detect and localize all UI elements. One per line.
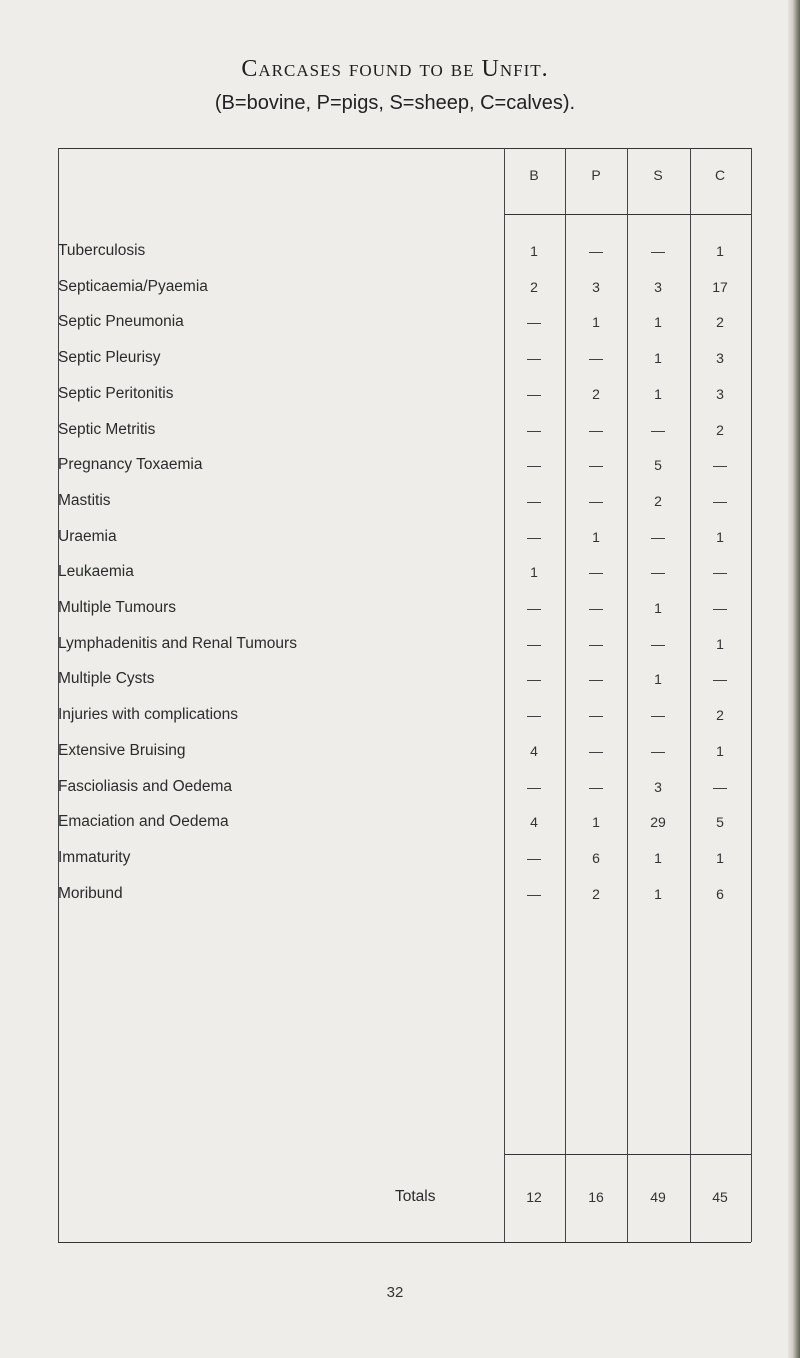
table-cell: 3 bbox=[654, 279, 662, 295]
col-c-left-rule bbox=[690, 148, 691, 1242]
row-label: Septic Pneumonia bbox=[58, 313, 184, 330]
table-cell: 6 bbox=[592, 850, 600, 866]
table-top-rule bbox=[58, 148, 751, 149]
totals-p: 16 bbox=[588, 1189, 604, 1205]
table-cell: 17 bbox=[712, 279, 728, 295]
column-header-p: P bbox=[591, 167, 601, 183]
table-cell: 1 bbox=[530, 564, 538, 580]
table-cell: — bbox=[527, 636, 541, 652]
table-cell: 1 bbox=[716, 243, 724, 259]
column-header-c: C bbox=[714, 167, 726, 183]
totals-label: Totals bbox=[395, 1188, 436, 1205]
table-cell: — bbox=[527, 850, 541, 866]
row-label: Fascioliasis and Oedema bbox=[58, 778, 233, 795]
table-cell: — bbox=[589, 707, 603, 723]
table-cell: — bbox=[589, 564, 603, 580]
row-label: Leukaemia bbox=[58, 563, 134, 580]
table-cell: — bbox=[589, 743, 603, 759]
table-cell: 3 bbox=[716, 350, 724, 366]
table-cell: 2 bbox=[716, 314, 724, 330]
table-cell: — bbox=[589, 600, 603, 616]
table-bottom-rule bbox=[58, 1242, 751, 1243]
row-label: Immaturity bbox=[58, 849, 131, 866]
page-edge-shadow bbox=[788, 0, 800, 1358]
table-cell: — bbox=[651, 707, 665, 723]
table-cell: — bbox=[527, 493, 541, 509]
row-label: Multiple Tumours bbox=[58, 599, 177, 616]
row-label: Emaciation and Oedema bbox=[58, 813, 229, 830]
table-cell: — bbox=[651, 422, 665, 438]
page-number: 32 bbox=[386, 1284, 404, 1301]
table-cell: 1 bbox=[654, 886, 662, 902]
table-cell: — bbox=[713, 564, 727, 580]
row-label: Moribund bbox=[58, 885, 123, 902]
table-cell: 4 bbox=[530, 814, 538, 830]
column-header-b: B bbox=[529, 167, 539, 183]
table-cell: 1 bbox=[716, 529, 724, 545]
table-cell: — bbox=[589, 671, 603, 687]
table-cell: — bbox=[527, 422, 541, 438]
table-cell: — bbox=[713, 493, 727, 509]
row-label: Lymphadenitis and Renal Tumours bbox=[58, 635, 297, 652]
row-label: Septic Pleurisy bbox=[58, 349, 161, 366]
table-cell: 1 bbox=[654, 850, 662, 866]
row-label: Septic Metritis bbox=[58, 421, 156, 438]
table-cell: 5 bbox=[654, 457, 662, 473]
table-cell: — bbox=[651, 636, 665, 652]
table-cell: 2 bbox=[530, 279, 538, 295]
row-label: Septicaemia/Pyaemia bbox=[58, 278, 208, 295]
table-cell: — bbox=[713, 600, 727, 616]
table-cell: — bbox=[713, 671, 727, 687]
table-cell: 1 bbox=[592, 314, 600, 330]
row-label: Mastitis bbox=[58, 492, 111, 509]
table-cell: — bbox=[713, 779, 727, 795]
table-cell: — bbox=[527, 600, 541, 616]
table-cell: 3 bbox=[716, 386, 724, 402]
row-label: Multiple Cysts bbox=[58, 670, 155, 687]
table-cell: — bbox=[651, 243, 665, 259]
table-cell: 2 bbox=[716, 422, 724, 438]
table-cell: — bbox=[589, 457, 603, 473]
totals-c: 45 bbox=[712, 1189, 728, 1205]
table-cell: 1 bbox=[654, 386, 662, 402]
table-cell: 5 bbox=[716, 814, 724, 830]
table-cell: — bbox=[527, 350, 541, 366]
table-cell: 1 bbox=[530, 243, 538, 259]
table-cell: — bbox=[589, 779, 603, 795]
table-cell: 1 bbox=[592, 814, 600, 830]
column-header-s: S bbox=[653, 167, 663, 183]
table-cell: — bbox=[527, 886, 541, 902]
table-cell: — bbox=[589, 350, 603, 366]
col-p-left-rule bbox=[565, 148, 566, 1242]
table-cell: — bbox=[589, 636, 603, 652]
table-cell: 2 bbox=[592, 386, 600, 402]
table-cell: — bbox=[713, 457, 727, 473]
table-cell: — bbox=[527, 779, 541, 795]
table-cell: — bbox=[527, 386, 541, 402]
table-cell: 1 bbox=[654, 350, 662, 366]
totals-s: 49 bbox=[650, 1189, 666, 1205]
page-title: Carcases found to be Unfit. bbox=[241, 56, 549, 82]
row-label: Pregnancy Toxaemia bbox=[58, 456, 203, 473]
table-cell: 1 bbox=[654, 314, 662, 330]
table-cell: 1 bbox=[654, 600, 662, 616]
table-cell: 6 bbox=[716, 886, 724, 902]
table-cell: — bbox=[527, 671, 541, 687]
table-cell: — bbox=[527, 314, 541, 330]
row-label: Extensive Bruising bbox=[58, 742, 186, 759]
totals-b: 12 bbox=[526, 1189, 542, 1205]
col-b-left-rule bbox=[504, 148, 505, 1242]
table-cell: 1 bbox=[654, 671, 662, 687]
table-cell: — bbox=[589, 493, 603, 509]
table-cell: — bbox=[527, 457, 541, 473]
table-cell: — bbox=[651, 529, 665, 545]
table-cell: — bbox=[527, 707, 541, 723]
table-right-rule bbox=[751, 148, 752, 1242]
page-subtitle: (B=bovine, P=pigs, S=sheep, C=calves). bbox=[214, 92, 576, 114]
row-label: Uraemia bbox=[58, 528, 117, 545]
table-cell: 3 bbox=[654, 779, 662, 795]
row-label: Septic Peritonitis bbox=[58, 385, 174, 402]
col-s-left-rule bbox=[627, 148, 628, 1242]
table-cell: 29 bbox=[650, 814, 666, 830]
table-cell: 1 bbox=[592, 529, 600, 545]
row-label: Injuries with complications bbox=[58, 706, 239, 723]
table-cell: — bbox=[651, 564, 665, 580]
table-cell: 4 bbox=[530, 743, 538, 759]
table-cell: 2 bbox=[592, 886, 600, 902]
row-label: Tuberculosis bbox=[58, 242, 146, 259]
table-cell: 1 bbox=[716, 636, 724, 652]
table-cell: — bbox=[527, 529, 541, 545]
table-cell: 1 bbox=[716, 850, 724, 866]
table-cell: 3 bbox=[592, 279, 600, 295]
table-cell: 1 bbox=[716, 743, 724, 759]
table-cell: 2 bbox=[654, 493, 662, 509]
table-cell: — bbox=[589, 243, 603, 259]
table-cell: — bbox=[589, 422, 603, 438]
table-cell: — bbox=[651, 743, 665, 759]
table-cell: 2 bbox=[716, 707, 724, 723]
